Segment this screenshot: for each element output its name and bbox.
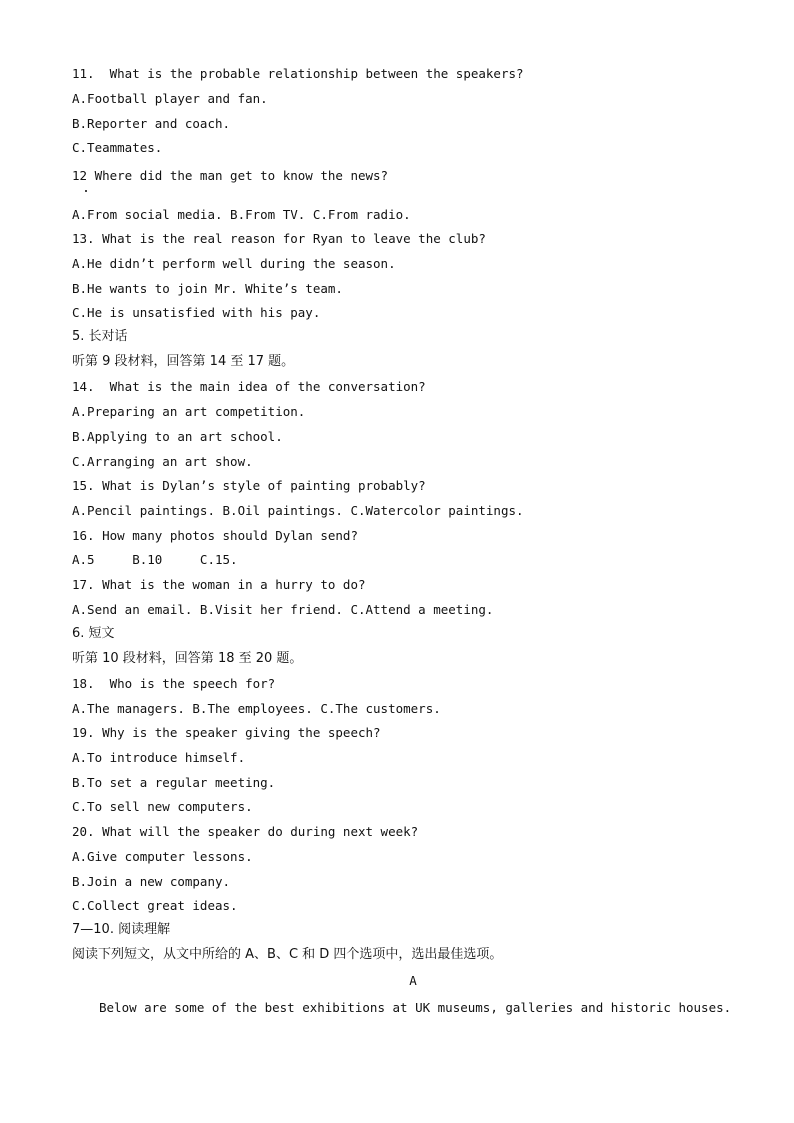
option-11b: B.Reporter and coach. [72,116,231,131]
question-17: 17. What is the woman in a hurry to do? [72,577,366,592]
stray-mark [85,190,87,192]
section-5-instruction: 听第 9 段材料，回答第 14 至 17 题。 [72,354,295,369]
option-11a: A.Football player and fan. [72,91,268,106]
option-14b: B.Applying to an art school. [72,429,283,444]
options-16: A.5 B.10 C.15. [72,552,238,567]
question-11: 11. What is the probable relationship between the speakers? [72,66,524,81]
options-18: A.The managers. B.The employees. C.The customers. [72,701,441,716]
option-13b: B.He wants to join Mr. White’s team. [72,281,343,296]
options-12: A.From social media. B.From TV. C.From radio. [72,207,411,222]
option-13c: C.He is unsatisfied with his pay. [72,305,321,320]
reading-instruction: 阅读下列短文，从文中所给的 A、B、C 和 D 四个选项中，选出最佳选项。 [72,947,503,962]
option-14c: C.Arranging an art show. [72,454,253,469]
section-6-heading: 6. 短文 [72,626,115,641]
option-19a: A.To introduce himself. [72,750,246,765]
option-13a: A.He didn’t perform well during the season. [72,256,396,271]
question-13: 13. What is the real reason for Ryan to leave the club? [72,231,486,246]
question-16: 16. How many photos should Dylan send? [72,528,358,543]
option-11c: C.Teammates. [72,140,163,155]
question-15: 15. What is Dylan’s style of painting probably? [72,478,426,493]
option-19b: B.To set a regular meeting. [72,775,276,790]
options-15: A.Pencil paintings. B.Oil paintings. C.Watercolor paintings. [72,503,524,518]
passage-a-intro: Below are some of the best exhibitions at UK museums, galleries and historic houses. [99,1000,732,1015]
passage-a-label: A [409,973,417,988]
option-19c: C.To sell new computers. [72,799,253,814]
question-14: 14. What is the main idea of the conversation? [72,379,426,394]
option-20b: B.Join a new company. [72,874,231,889]
section-5-heading: 5. 长对话 [72,329,128,344]
section-6-instruction: 听第 10 段材料，回答第 18 至 20 题。 [72,651,303,666]
option-14a: A.Preparing an art competition. [72,404,306,419]
option-20c: C.Collect great ideas. [72,898,238,913]
question-12: 12 Where did the man get to know the news? [72,168,389,183]
option-20a: A.Give computer lessons. [72,849,253,864]
section-7-heading: 7—10. 阅读理解 [72,922,171,937]
options-17: A.Send an email. B.Visit her friend. C.Attend a meeting. [72,602,494,617]
question-18: 18. Who is the speech for? [72,676,276,691]
question-19: 19. Why is the speaker giving the speech? [72,725,381,740]
question-20: 20. What will the speaker do during next week? [72,824,419,839]
